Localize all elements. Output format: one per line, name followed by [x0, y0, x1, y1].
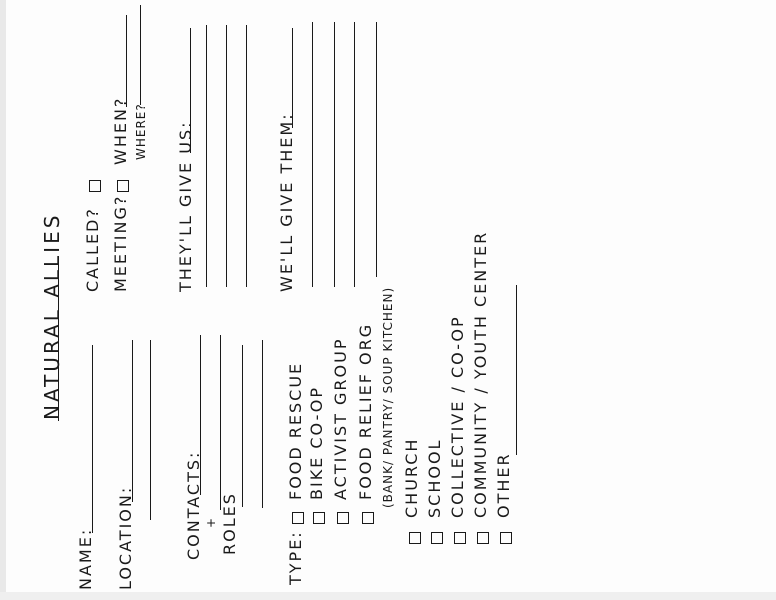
contacts-field-line-3[interactable] [242, 345, 243, 507]
contacts-field-line-4[interactable] [262, 340, 263, 508]
meeting-label: MEETING? [111, 194, 130, 292]
type-option-school: SCHOOL [425, 438, 444, 518]
type-label: TYPE: [286, 530, 305, 585]
location-label: LOCATION: [116, 485, 135, 590]
well-give-them-field[interactable] [292, 28, 293, 128]
called-label: CALLED? [83, 207, 102, 292]
type-option-church: CHURCH [402, 437, 421, 518]
type-checkbox-collective-coop[interactable] [454, 532, 466, 544]
type-checkbox-food-relief-org[interactable] [362, 512, 374, 524]
type-option-other: OTHER [494, 452, 513, 518]
type-checkbox-community-youth-center[interactable] [477, 532, 489, 544]
type-checkbox-other[interactable] [500, 532, 512, 544]
well-give-them-line-2[interactable] [312, 22, 313, 287]
type-checkbox-bike-coop[interactable] [313, 512, 325, 524]
type-checkbox-activist-group[interactable] [337, 512, 349, 524]
scan-edge-bottom [0, 592, 776, 600]
location-field[interactable] [132, 340, 133, 502]
theyll-give-us-line-4[interactable] [246, 25, 247, 287]
type-option-collective-coop: COLLECTIVE / CO-OP [448, 315, 467, 518]
well-give-them-label: WE'LL GIVE THEM: [277, 112, 296, 292]
called-checkbox[interactable] [89, 180, 101, 192]
theyll-give-us-line-2[interactable] [206, 25, 207, 287]
type-option-community-youth-center: COMMUNITY / YOUTH CENTER [471, 230, 490, 518]
theyll-give-us-field[interactable] [190, 28, 191, 153]
scan-edge [0, 0, 6, 600]
type-option-food-rescue: FOOD RESCUE [286, 361, 305, 500]
type-option-food-relief-detail: (BANK/ PANTRY/ SOUP KITCHEN) [381, 286, 395, 508]
theyll-give-us-label: THEY'LL GIVE US: [176, 120, 195, 292]
roles-label: ROLES [220, 492, 239, 555]
contacts-field[interactable] [200, 335, 201, 495]
meeting-checkbox[interactable] [117, 180, 129, 192]
title-underline [58, 256, 59, 421]
contacts-label: CONTACTS: [184, 450, 203, 560]
type-checkbox-church[interactable] [409, 532, 421, 544]
other-field[interactable] [516, 285, 517, 455]
type-checkbox-food-rescue[interactable] [292, 512, 304, 524]
when-field[interactable] [126, 15, 127, 107]
location-field-line-2[interactable] [150, 340, 151, 520]
type-option-activist-group: ACTIVIST GROUP [331, 337, 350, 500]
where-field[interactable] [140, 5, 141, 105]
type-checkbox-school[interactable] [431, 532, 443, 544]
name-label: NAME: [76, 527, 95, 590]
well-give-them-line-4[interactable] [354, 22, 355, 287]
plus-sign: + [204, 516, 218, 528]
page-title: NATURAL ALLIES [40, 212, 64, 420]
well-give-them-line-5[interactable] [376, 22, 377, 277]
type-option-food-relief-org: FOOD RELIEF ORG [356, 322, 375, 500]
contacts-field-line-2[interactable] [220, 335, 221, 510]
where-label: WHERE? [134, 103, 148, 160]
theyll-give-us-line-3[interactable] [226, 25, 227, 287]
name-field[interactable] [92, 345, 93, 533]
well-give-them-line-3[interactable] [334, 22, 335, 287]
type-option-bike-coop: BIKE CO-OP [307, 385, 326, 500]
when-label: WHEN? [111, 96, 130, 165]
